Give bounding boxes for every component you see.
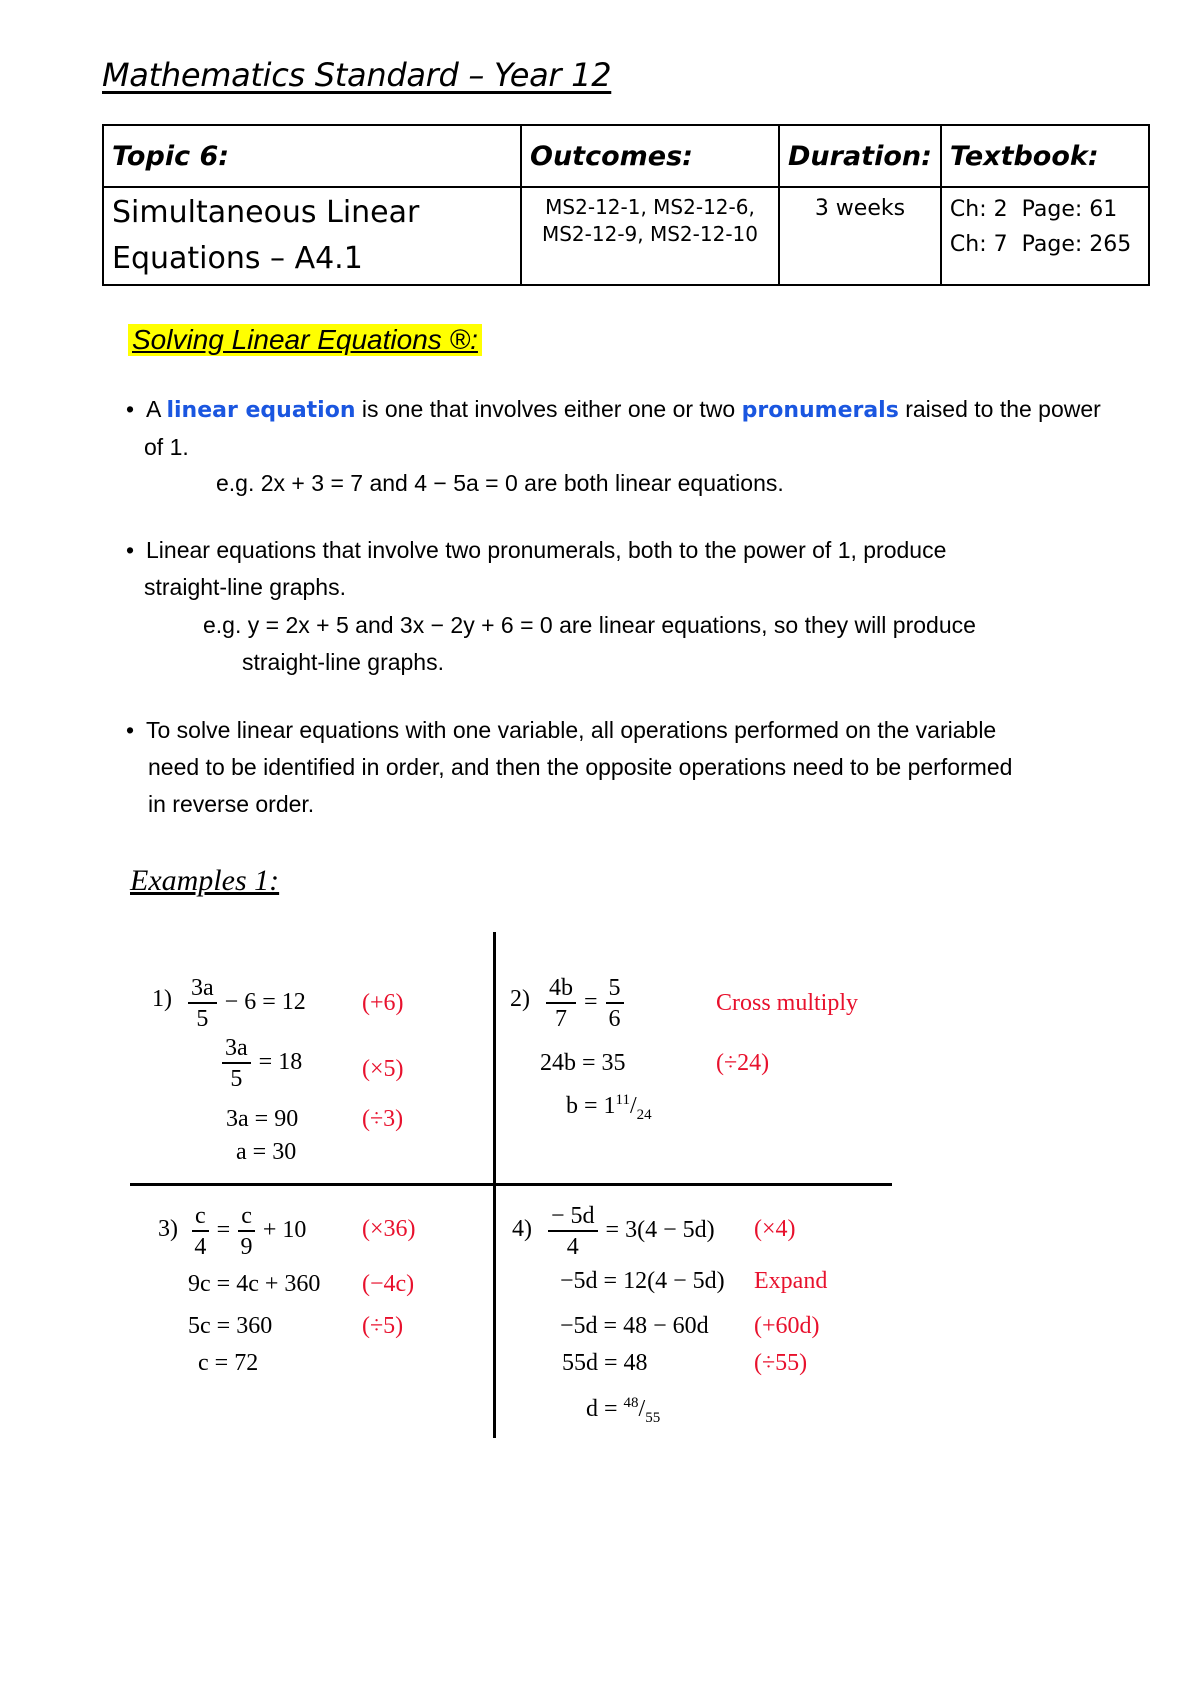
header-topic: Topic 6: xyxy=(103,125,521,187)
bullet-dot-icon: • xyxy=(126,537,135,563)
ex3-line2: 9c = 4c + 360 xyxy=(188,1271,321,1297)
expression: = 3(4 − 5d) xyxy=(605,1217,715,1244)
slash: / xyxy=(638,1396,646,1422)
numerator: 4b xyxy=(546,976,576,1004)
ex2-line1 xyxy=(544,976,626,1031)
ex3-label: 3) xyxy=(158,1216,178,1242)
ex4-line5 xyxy=(586,1395,660,1427)
expression: d = xyxy=(586,1396,624,1422)
ex4-line3: −5d = 48 − 60d xyxy=(560,1313,709,1339)
ex4-op1: (×4) xyxy=(754,1216,796,1242)
ex4-line2: −5d = 12(4 − 5d) xyxy=(560,1268,725,1294)
example-text: e.g. 2x + 3 = 7 and 4 − 5a = 0 are both linear equations. xyxy=(216,470,784,496)
ex2-line3 xyxy=(566,1092,652,1124)
superscript: 11 xyxy=(615,1092,630,1108)
bullet-linear-definition xyxy=(126,391,1136,466)
ex1-op1: (+6) xyxy=(362,990,404,1016)
example-text: e.g. y = 2x + 5 and 3x − 2y + 6 = 0 are linear equations, so they will produce xyxy=(203,612,976,638)
ex1-label: 1) xyxy=(152,986,172,1012)
ex1-line3: 3a = 90 xyxy=(226,1106,299,1132)
subscript: 24 xyxy=(636,1106,652,1123)
header-outcomes: Outcomes: xyxy=(521,125,779,187)
fraction xyxy=(222,1036,251,1091)
ex1-op2: (×5) xyxy=(362,1056,404,1082)
superscript: 48 xyxy=(623,1395,639,1411)
ex3-op3: (÷5) xyxy=(362,1313,404,1339)
ex1-line1 xyxy=(186,976,306,1031)
textbook-line: Ch: 2 Page: 61 xyxy=(949,197,1118,222)
ex4-op3: (+60d) xyxy=(754,1313,820,1339)
bullet-text: is one that involves either one or two xyxy=(355,396,742,422)
denominator: 9 xyxy=(240,1234,253,1260)
bullet-dot-icon: • xyxy=(126,717,135,743)
ex2-line2: 24b = 35 xyxy=(540,1050,626,1076)
ex2-op2: (÷24) xyxy=(716,1050,770,1076)
textbook-cell xyxy=(941,187,1149,285)
ex4-line4: 55d = 48 xyxy=(562,1350,648,1376)
topic-line: Simultaneous Linear xyxy=(112,195,420,230)
bullet-text: of 1. xyxy=(144,434,189,460)
numerator: 5 xyxy=(606,976,624,1004)
fraction xyxy=(548,1204,598,1259)
denominator: 4 xyxy=(566,1234,579,1260)
equals-sign: = xyxy=(584,989,598,1016)
fraction xyxy=(192,1204,209,1259)
duration-cell: 3 weeks xyxy=(779,187,941,285)
outcomes-cell xyxy=(521,187,779,285)
examples-heading: Examples 1: xyxy=(130,864,280,897)
section-heading: Solving Linear Equations ®: xyxy=(128,324,482,356)
bullet-text: straight-line graphs. xyxy=(144,574,346,600)
ex1-line2 xyxy=(220,1036,302,1091)
ex3-line1 xyxy=(190,1204,306,1259)
expression: = 18 xyxy=(258,1049,303,1076)
outcomes-line: MS2-12-1, MS2-12-6, xyxy=(545,195,755,219)
fraction xyxy=(606,976,624,1031)
ex4-note: Expand xyxy=(754,1268,828,1294)
term-linear-equation: linear equation xyxy=(166,398,356,423)
topic-line: Equations – A4.1 xyxy=(112,241,363,276)
numerator: c xyxy=(238,1204,255,1232)
denominator: 7 xyxy=(555,1006,567,1032)
term-pronumerals: pronumerals xyxy=(741,398,899,423)
numerator: 3a xyxy=(222,1036,251,1064)
expression: b = 1 xyxy=(566,1093,616,1119)
equals-sign: = xyxy=(216,1217,231,1244)
ex1-line4: a = 30 xyxy=(236,1139,297,1165)
denominator: 4 xyxy=(194,1234,207,1260)
ex3-op1: (×36) xyxy=(362,1216,416,1242)
grid-divider-horizontal xyxy=(130,1183,892,1186)
bullet-text: A xyxy=(146,396,167,422)
ex2-note: Cross multiply xyxy=(716,990,859,1016)
fraction xyxy=(238,1204,255,1259)
header-textbook: Textbook: xyxy=(941,125,1149,187)
expression: + 10 xyxy=(262,1217,307,1244)
numerator: − 5d xyxy=(548,1204,598,1232)
numerator: c xyxy=(192,1204,209,1232)
ex3-op2: (−4c) xyxy=(362,1271,415,1297)
bullet-dot-icon: • xyxy=(126,396,135,422)
bullet-two-pronumerals xyxy=(126,532,1136,606)
expression: − 6 = 12 xyxy=(224,989,306,1016)
fraction xyxy=(546,976,576,1031)
denominator: 5 xyxy=(196,1006,209,1032)
ex2-label: 2) xyxy=(510,986,530,1012)
bullet-text: To solve linear equations with one variable, all operations performed on the variable xyxy=(146,717,997,743)
slash: / xyxy=(630,1093,637,1119)
example-text: straight-line graphs. xyxy=(242,649,444,675)
ex3-line4: c = 72 xyxy=(198,1350,259,1376)
header-duration: Duration: xyxy=(779,125,941,187)
bullet-text: Linear equations that involve two pronumerals, both to the power of 1, produce xyxy=(146,537,947,563)
topic-info-table xyxy=(102,124,1150,286)
ex4-line1 xyxy=(546,1204,715,1259)
bullet-text: in reverse order. xyxy=(148,791,315,817)
subscript: 55 xyxy=(645,1409,661,1426)
numerator: 3a xyxy=(188,976,217,1004)
page-title: Mathematics Standard – Year 12 xyxy=(102,56,612,94)
outcomes-line: MS2-12-9, MS2-12-10 xyxy=(541,222,758,246)
bullet-text: raised to the power xyxy=(898,396,1101,422)
ex4-op4: (÷55) xyxy=(754,1350,808,1376)
ex4-label: 4) xyxy=(512,1216,532,1242)
bullet-solving-method xyxy=(126,712,1136,823)
ex1-op3: (÷3) xyxy=(362,1106,404,1132)
denominator: 6 xyxy=(608,1006,621,1032)
denominator: 5 xyxy=(230,1066,243,1092)
topic-cell xyxy=(103,187,521,285)
textbook-line: Ch: 7 Page: 265 xyxy=(949,232,1132,257)
ex3-line3: 5c = 360 xyxy=(188,1313,273,1339)
bullet-text: need to be identified in order, and then the opposite operations need to be performed xyxy=(148,754,1013,780)
fraction xyxy=(188,976,217,1031)
